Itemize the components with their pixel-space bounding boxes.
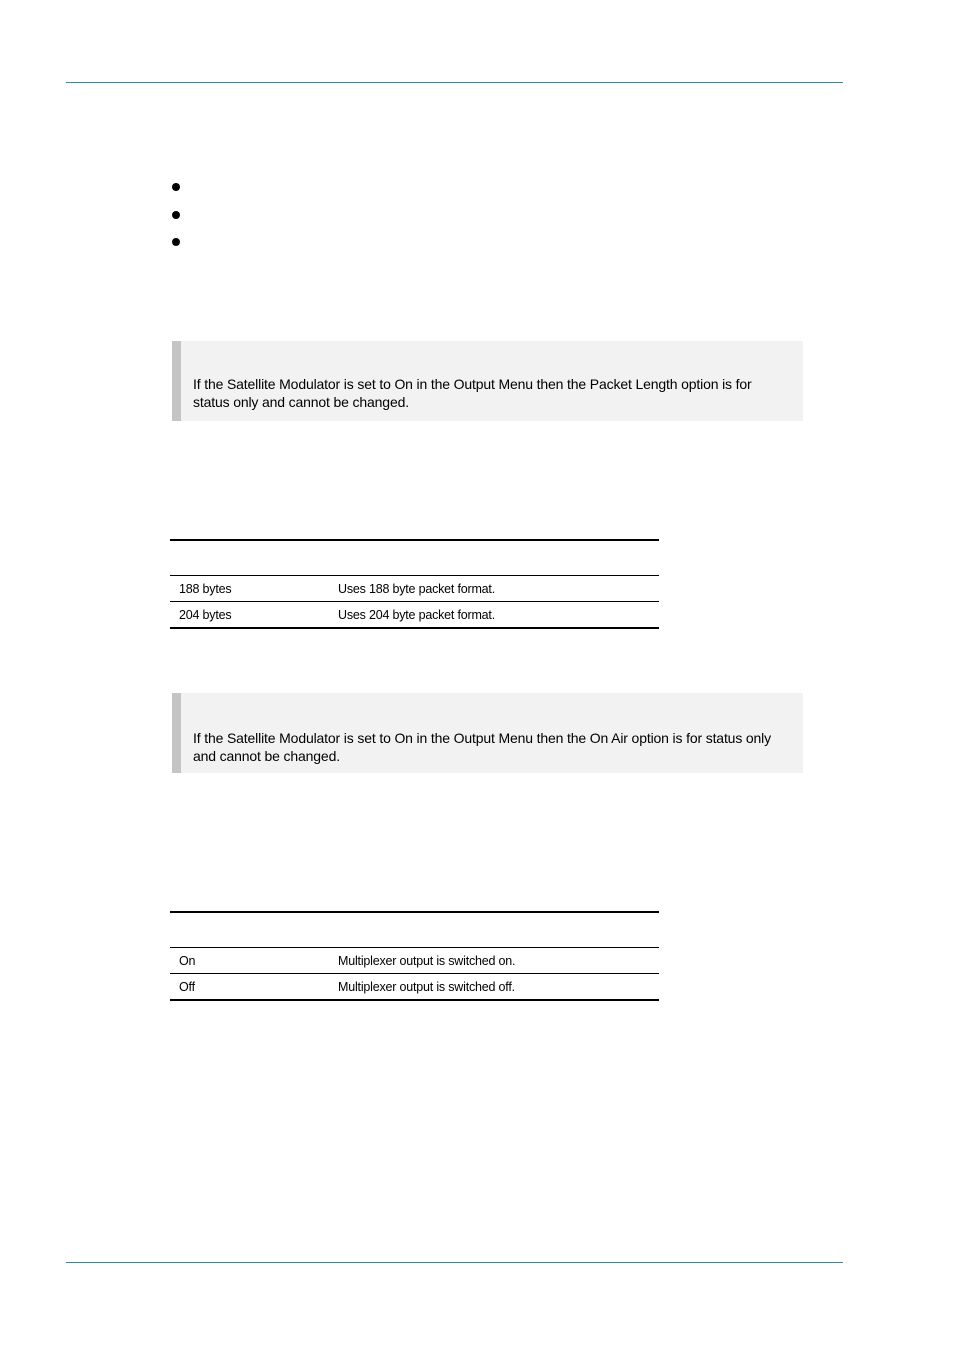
bullet-icon — [172, 183, 180, 191]
footer-rule — [66, 1262, 843, 1263]
description-cell: Uses 204 byte packet format. — [338, 608, 495, 622]
table-header — [170, 539, 659, 576]
table-row — [170, 576, 659, 602]
table-header — [170, 911, 659, 948]
note-on-air — [172, 693, 803, 773]
packet-length-table — [170, 539, 659, 629]
bullet-icon — [172, 211, 180, 219]
note-packet-length — [172, 341, 803, 421]
description-cell: Multiplexer output is switched off. — [338, 980, 515, 994]
option-cell: On — [179, 954, 196, 968]
note-text: If the Satellite Modulator is set to On in the Output Menu then the Packet Length option is for status only and cannot be changed. — [193, 376, 752, 410]
table-row — [170, 974, 659, 1001]
table-row — [170, 602, 659, 629]
option-cell: 204 bytes — [179, 608, 232, 622]
description-cell: Uses 188 byte packet format. — [338, 582, 495, 596]
table-row — [170, 948, 659, 974]
option-cell: 188 bytes — [179, 582, 232, 596]
on-air-table — [170, 911, 659, 1001]
bullet-icon — [172, 238, 180, 246]
option-cell: Off — [179, 980, 195, 994]
description-cell: Multiplexer output is switched on. — [338, 954, 516, 968]
note-text: If the Satellite Modulator is set to On in the Output Menu then the On Air option is for status only and cannot be changed. — [193, 730, 771, 764]
header-rule — [66, 82, 843, 83]
